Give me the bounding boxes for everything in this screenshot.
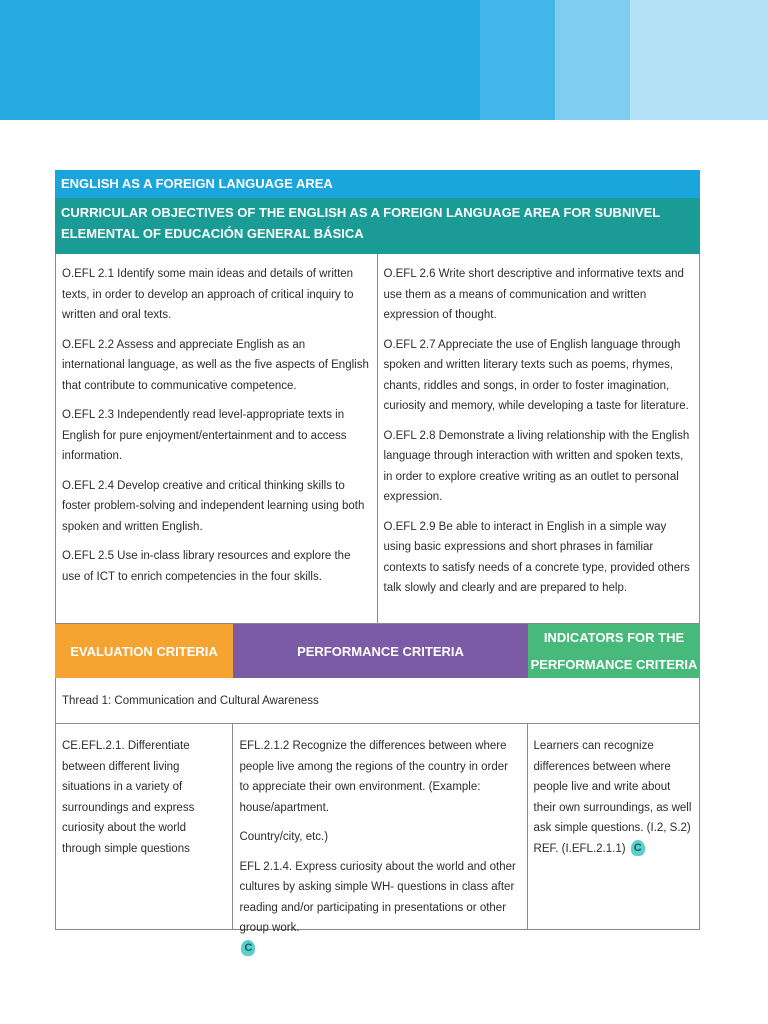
indicators-header: INDICATORS FOR THE PERFORMANCE CRITERIA — [528, 624, 700, 678]
evaluation-cell — [56, 724, 233, 929]
thread-label: Thread 1: Communication and Cultural Awareness — [55, 678, 700, 724]
top-banner — [0, 0, 768, 120]
indicators-text: Learners can recognize differences between where people live and write about their own surroundings, as well ask simple questions. (I.2, S.2) REF. (I.EFL.2.1.1) — [533, 740, 692, 855]
performance-cell — [233, 724, 527, 955]
objective-item: O.EFL 2.6 Write short descriptive and informative texts and use them as a means of communication and written expression of thought. — [383, 268, 684, 321]
objective-item: O.EFL 2.2 Assess and appreciate English as an international language, as well as the five aspects of English that contribute to communicative competence. — [62, 338, 369, 392]
performance-item: EFL.2.1.2 Recognize the differences between where people live among the regions of the country in order to appreciate their own environment. (Example: house/apartment. — [239, 740, 508, 814]
performance-item: Country/city, etc.) — [239, 831, 329, 843]
evaluation-criteria-header: EVALUATION CRITERIA — [55, 624, 233, 678]
c-badge-icon: C — [241, 940, 255, 956]
objectives-right-column — [378, 254, 700, 623]
c-badge-icon: C — [631, 840, 645, 856]
objectives-section — [55, 254, 700, 624]
objectives-left-column — [56, 254, 378, 623]
objective-item: O.EFL 2.9 Be able to interact in English in a simple way using basic expressions and short phrases in familiar contexts to satisfy needs of a concrete type, provided others talk slowly and clearly and are prepared to help. — [383, 520, 690, 594]
objective-item: O.EFL 2.5 Use in-class library resources and explore the use of ICT to enrich competencies in the four skills. — [62, 550, 351, 583]
criteria-header-row — [55, 624, 700, 678]
objective-item: O.EFL 2.1 Identify some main ideas and details of written texts, in order to develop an approach of critical inquiry to written and oral texts. — [62, 268, 354, 321]
criteria-row — [55, 724, 700, 955]
performance-criteria-header: PERFORMANCE CRITERIA — [233, 624, 528, 678]
banner-stripe — [555, 0, 630, 120]
objective-item: O.EFL 2.4 Develop creative and critical thinking skills to foster problem-solving and independent learning using both spoken and written English. — [62, 479, 365, 533]
objective-item: O.EFL 2.3 Independently read level-appropriate texts in English for pure enjoyment/entertainment and to access information. — [62, 409, 347, 462]
evaluation-text: CE.EFL.2.1. Differentiate between different living situations in a variety of surroundings and express curiosity about the world through simple questions — [62, 740, 195, 855]
banner-stripe — [630, 0, 768, 120]
curriculum-table — [55, 170, 700, 955]
indicators-cell — [528, 724, 699, 929]
objective-item: O.EFL 2.7 Appreciate the use of English language through spoken and written literary texts such as poems, rhymes, chants, riddles and songs, in order to foster imagination, curiosity and memory, while developing a taste for literature. — [383, 338, 689, 412]
objectives-title: CURRICULAR OBJECTIVES OF THE ENGLISH AS A FOREIGN LANGUAGE AREA FOR SUBNIVEL ELEMENTAL OF EDUCACIÓN GENERAL BÁSICA — [55, 198, 700, 254]
banner-stripe — [480, 0, 555, 120]
area-title: ENGLISH AS A FOREIGN LANGUAGE AREA — [55, 170, 700, 198]
performance-item — [239, 857, 520, 960]
objective-item: O.EFL 2.8 Demonstrate a living relationship with the English language through interaction with written and spoken texts, in order to explore creative writing as an outlet to personal expression. — [383, 429, 690, 503]
performance-item-text: EFL 2.1.4. Express curiosity about the world and other cultures by asking simple WH- questions in class after reading and/or participating in presentations or other group work. — [239, 860, 516, 934]
